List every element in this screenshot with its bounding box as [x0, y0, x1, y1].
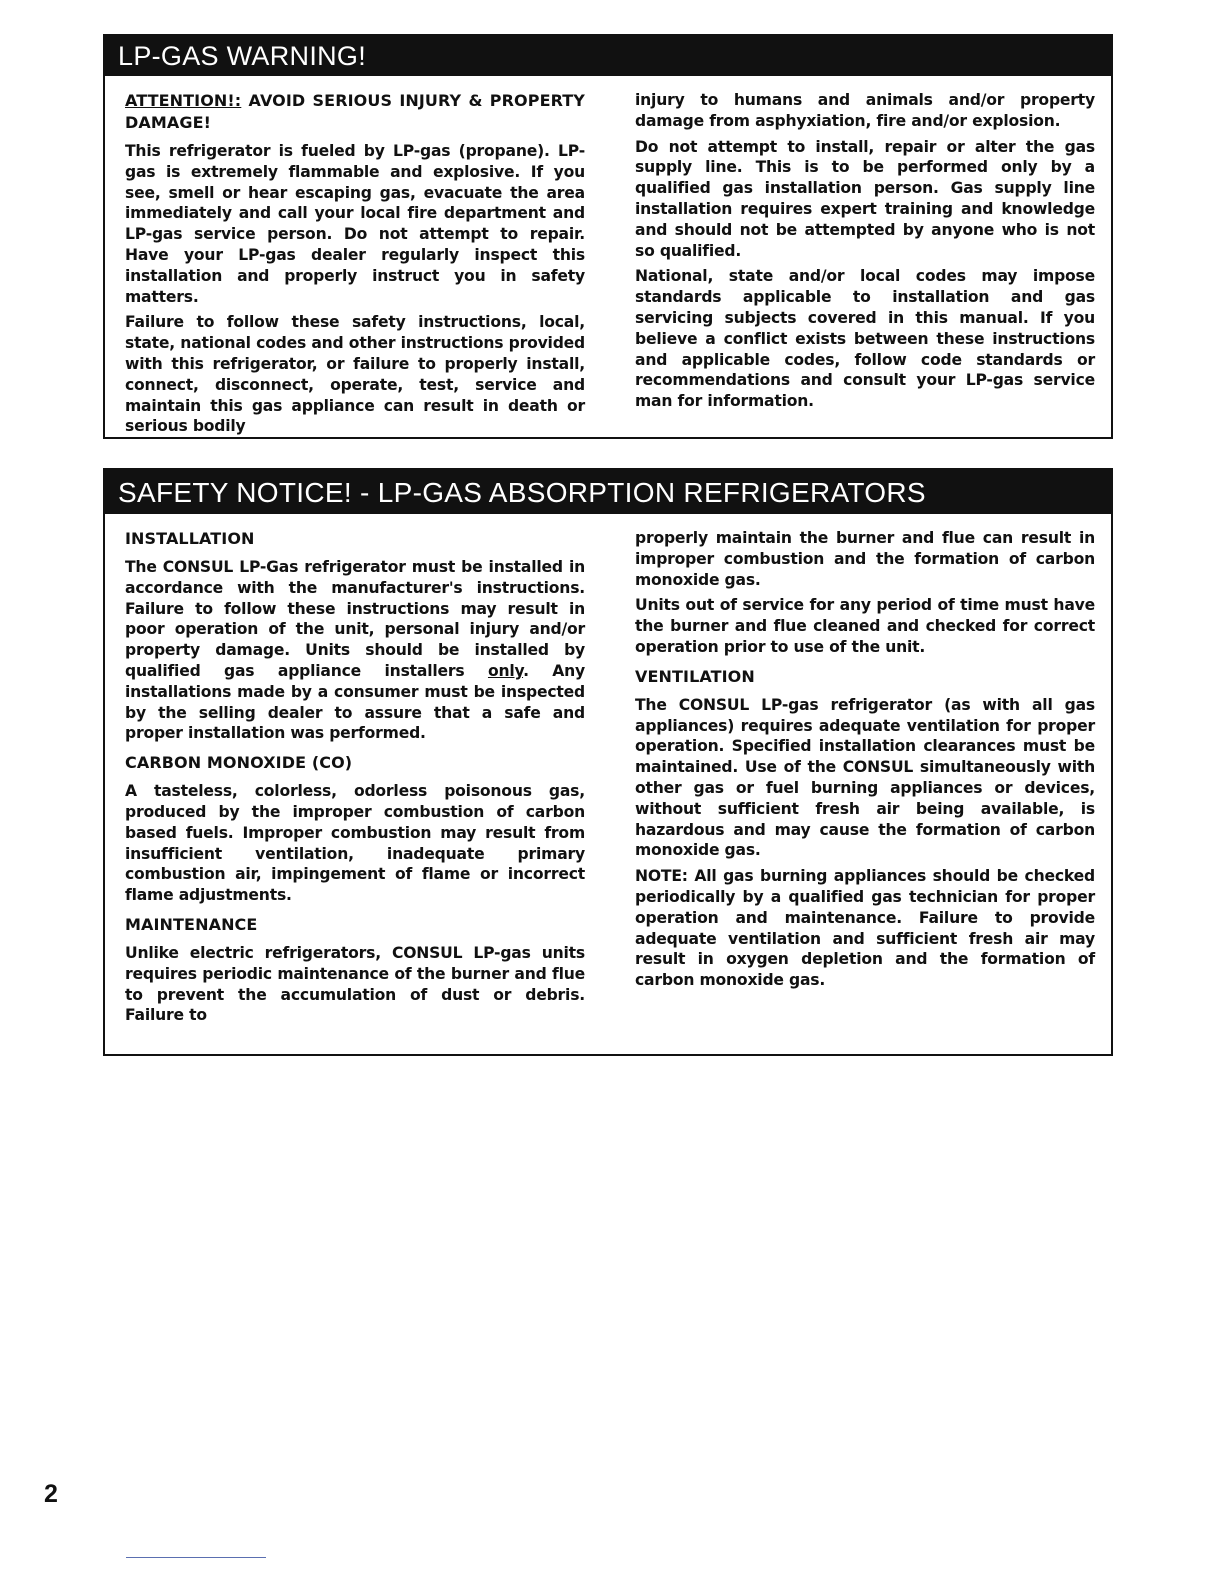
page-number: 2: [44, 1480, 58, 1508]
installation-heading: INSTALLATION: [125, 529, 255, 548]
installation-only: only: [487, 661, 524, 680]
safety-right-column: [635, 528, 1095, 996]
note-paragraph: NOTE: All gas burning appliances should be checked periodically by a qualified gas technician for proper operation and maintenance. Failure to provide adequate ventilation and sufficient fresh air may result in oxygen depletion and the formation of carbon monoxide gas.: [635, 867, 1095, 990]
installation-text-b: . Any installations made by a consumer must be inspected by the selling dealer to assure that a safe and proper installation was performed.: [125, 661, 586, 743]
warning-paragraph-2: Failure to follow these safety instructions, local, state, national codes and other instructions provided with this refrigerator, or failure to properly install, connect, disconnect, operate, test, service and maintain this gas appliance can result in death or serious bodily: [125, 313, 585, 436]
ventilation-paragraph: The CONSUL LP-gas refrigerator (as with all gas appliances) requires adequate ventilation for proper operation. Specified installation clearances must be maintained. Use of the CONSUL simultaneously with other gas or fuel burning appliances or devices, without sufficient fresh air being available, is hazardous and may cause the formation of carbon monoxide gas.: [635, 695, 1095, 860]
carbon-monoxide-heading: CARBON MONOXIDE (CO): [125, 753, 353, 773]
attention-text: AVOID SERIOUS INJURY & PROPERTY DAMAGE!: [125, 91, 585, 132]
warning-left-column: [125, 90, 585, 442]
safety-left-column: [125, 528, 585, 1031]
attention-heading: [125, 90, 585, 134]
installation-paragraph: [125, 557, 585, 744]
warning-paragraph-1: This refrigerator is fueled by LP-gas (propane). LP-gas is extremely flammable and explosive. If you see, smell or hear escaping gas, evacuate the area immediately and call your local fire department and LP-gas service person. Do not attempt to repair. Have your LP-gas dealer regularly inspect this installation and properly instruct you in safety matters.: [125, 142, 585, 306]
ventilation-heading: VENTILATION: [635, 666, 755, 686]
lp-gas-warning-box: [103, 34, 1113, 439]
out-of-service-paragraph: Units out of service for any period of time must have the burner and flue cleaned and checked for correct operation prior to use of the unit.: [635, 596, 1095, 656]
warning-banner: LP-GAS WARNING!: [105, 36, 1111, 76]
warning-paragraph-5: National, state and/or local codes may impose standards applicable to installation and gas servicing subjects covered in this manual. If you believe a conflict exists between these instructions and applicable codes, follow code standards or recommendations and consult your LP-gas service man for information.: [635, 267, 1095, 411]
warning-paragraph-3: injury to humans and animals and/or property damage from asphyxiation, fire and/or explosion.: [635, 91, 1095, 130]
maintenance-paragraph: Unlike electric refrigerators, CONSUL LP-gas units requires periodic maintenance of the burner and flue to prevent the accumulation of dust or debris. Failure to: [125, 943, 585, 1025]
footer-rule: [126, 1557, 266, 1558]
warning-right-column: [635, 90, 1095, 417]
maintenance-continued: properly maintain the burner and flue can result in improper combustion and the formation of carbon monoxide gas.: [635, 529, 1095, 589]
installation-text-a: The CONSUL LP-Gas refrigerator must be installed in accordance with the manufacturer's instructions. Failure to follow these instructions may result in poor operation of the unit, personal injury and/or property damage. Units should be installed by qualified gas appliance installers: [125, 558, 585, 680]
carbon-monoxide-paragraph: A tasteless, colorless, odorless poisonous gas, produced by the improper combustion of carbon based fuels. Improper combustion may result from insufficient ventilation, inadequate primary combustion air, impingement of flame or incorrect flame adjustments.: [125, 782, 585, 905]
maintenance-heading: MAINTENANCE: [125, 914, 258, 934]
safety-banner: SAFETY NOTICE! - LP-GAS ABSORPTION REFRIGERATORS: [105, 470, 1111, 514]
safety-notice-box: [103, 468, 1113, 1056]
warning-paragraph-4: Do not attempt to install, repair or alter the gas supply line. This is to be performed only by a qualified gas installation person. Gas supply line installation requires expert training and knowledge and should not be attempted by anyone who is not so qualified.: [635, 137, 1095, 260]
attention-label: ATTENTION!:: [125, 91, 242, 110]
